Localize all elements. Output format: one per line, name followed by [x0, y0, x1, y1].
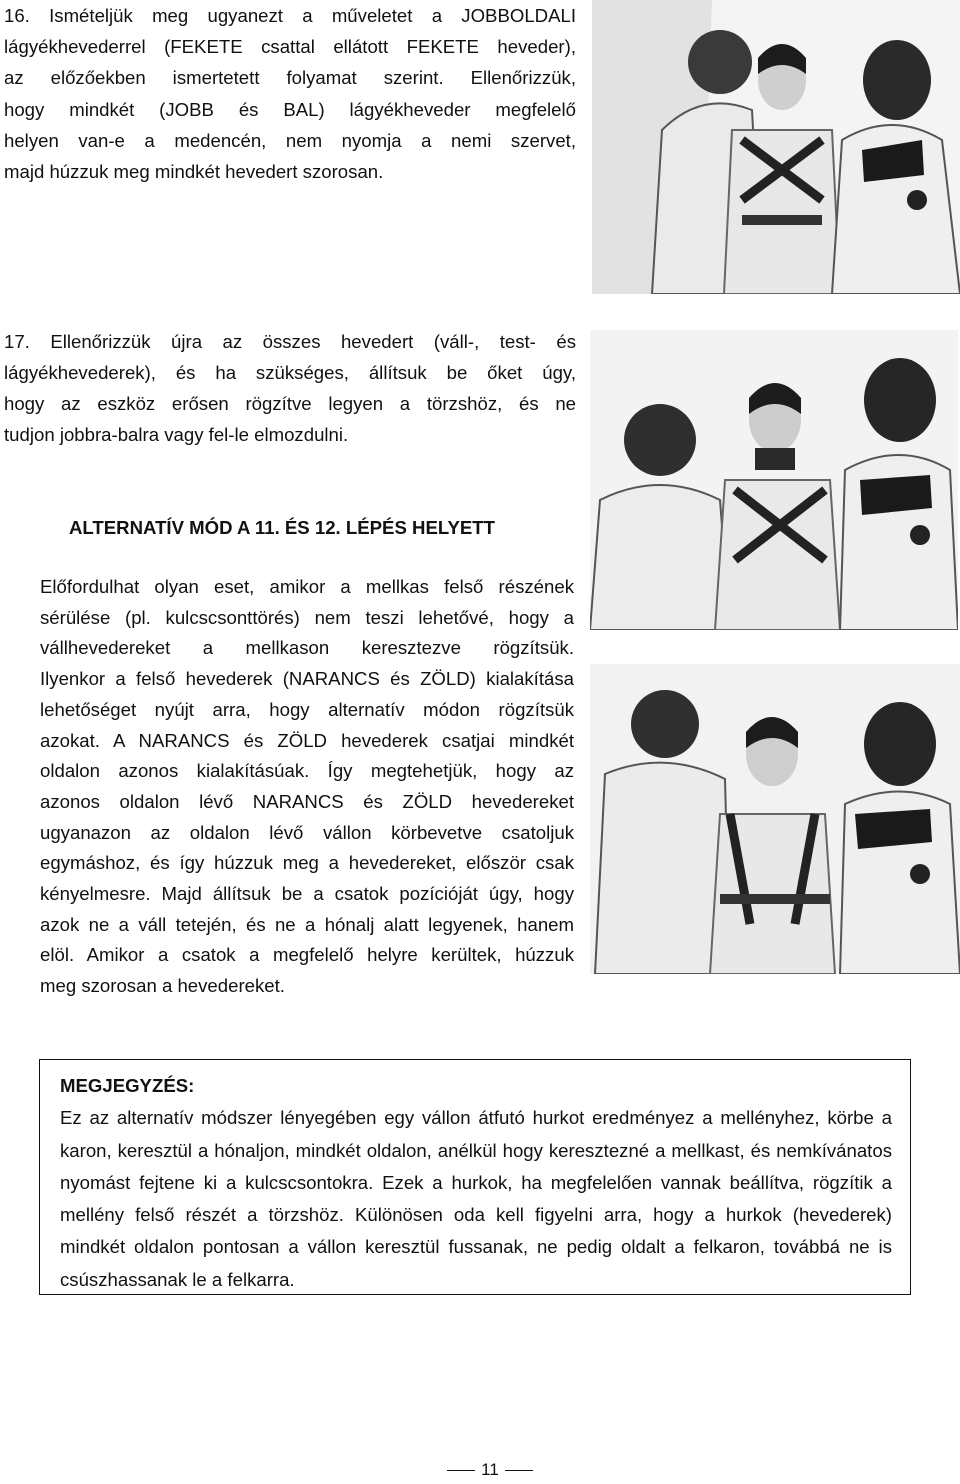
text-line: csúszhassanak le a felkarra. — [60, 1268, 295, 1290]
text-line: azok ne a váll tetején, és ne a hónalj alatt legyenek, hanem — [40, 913, 574, 935]
text-line: 17. Ellenőrizzük újra az összes hevedert (váll-, test- és — [4, 331, 576, 352]
text-line: azonos oldalon lévő NARANCS és ZÖLD hevedereket — [40, 790, 574, 812]
text-line: oldalon azonos kialakításúak. Így megtehetjük, hogy az — [40, 760, 574, 782]
text-line: egymáshoz, és így húzzuk meg a hevedereket, először csak — [40, 852, 574, 874]
note-title: MEGJEGYZÉS: — [60, 1075, 195, 1096]
page-number: 11 — [481, 1460, 499, 1479]
footer-dash-right — [505, 1470, 533, 1471]
note-box — [39, 1059, 911, 1295]
text-line: lehetőséget nyújt arra, hogy alternatív módon rögzítsük — [40, 698, 574, 720]
text-line: helyen van-e a medencén, nem nyomja a nemi szervet, — [4, 129, 576, 151]
text-line: majd húzzuk meg mindkét hevedert szorosan. — [4, 161, 384, 183]
text-line: elöl. Amikor a csatok a megfelelő helyre kerültek, húzzuk — [40, 944, 574, 966]
text-line: Előfordulhat olyan eset, amikor a mellkas felső részének — [40, 576, 574, 597]
text-line: ugyanazon az oldalon lévő vállon körbevetve csatoljuk — [40, 821, 574, 843]
text-line: lágyékhevederek), és ha szükséges, állítsuk be őket úgy, — [4, 362, 576, 383]
text-line: kényelmesre. Majd állítsuk be a csatok pozícióját úgy, hogy — [40, 883, 574, 905]
photo-step-16 — [592, 0, 960, 294]
text-line: sérülése (pl. kulcscsonttörés) nem teszi lehetővé, hogy a — [40, 606, 574, 628]
photo-alternative-method — [590, 664, 960, 974]
text-line: mellény felső részét a törzshöz. Különösen oda kell figyelni arra, hogy a hurkok (hevederek) — [60, 1204, 892, 1226]
text-line: az előzőekben ismertetett folyamat szerint. Ellenőrizzük, — [4, 67, 576, 89]
step-17-text — [4, 326, 576, 450]
text-line: 16. Ismételjük meg ugyanezt a műveletet a JOBBOLDALI — [4, 5, 576, 26]
photo-step-17 — [590, 330, 958, 630]
step-16-text — [4, 0, 576, 187]
text-line: mindkét oldalon pontosan a vállon keresztül fussanak, ne pedig oldalt a felkaron, továbbá ne is — [60, 1236, 892, 1258]
text-line: lágyékhevederrel (FEKETE csattal ellátott FEKETE heveder), — [4, 36, 576, 58]
text-line: karon, keresztül a hónaljon, mindkét oldalon, anélkül hogy keresztezné a mellkast, és nemkívánatos — [60, 1139, 892, 1161]
text-line: tudjon jobbra-balra vagy fel-le elmozdulni. — [4, 424, 349, 445]
footer-dash-left — [447, 1470, 475, 1471]
alternative-text — [40, 572, 574, 1002]
text-line: azokat. A NARANCS és ZÖLD hevederek csatjai mindkét — [40, 729, 574, 751]
text-line: meg szorosan a hevedereket. — [40, 975, 285, 997]
text-line: hogy az eszköz erősen rögzítve legyen a törzshöz, és ne — [4, 393, 576, 414]
text-line: Ez az alternatív módszer lényegében egy vállon átfutó hurkot eredményez a mellényhez, körbe a — [60, 1107, 892, 1129]
text-line: vállhevedereket a mellkason keresztezve rögzítsük. — [40, 637, 574, 659]
text-line: hogy mindkét (JOBB és BAL) lágyékheveder megfelelő — [4, 98, 576, 120]
text-line: Ilyenkor a felső hevederek (NARANCS és ZÖLD) kialakítása — [40, 668, 574, 690]
page-footer — [440, 1460, 540, 1480]
alternative-heading: ALTERNATÍV MÓD A 11. ÉS 12. LÉPÉS HELYETT — [69, 517, 496, 538]
text-line: nyomást fejtene ki a kulcscsontokra. Ezek a hurkok, ha megfelelően vannak beállítva, rögzítik a — [60, 1171, 892, 1193]
